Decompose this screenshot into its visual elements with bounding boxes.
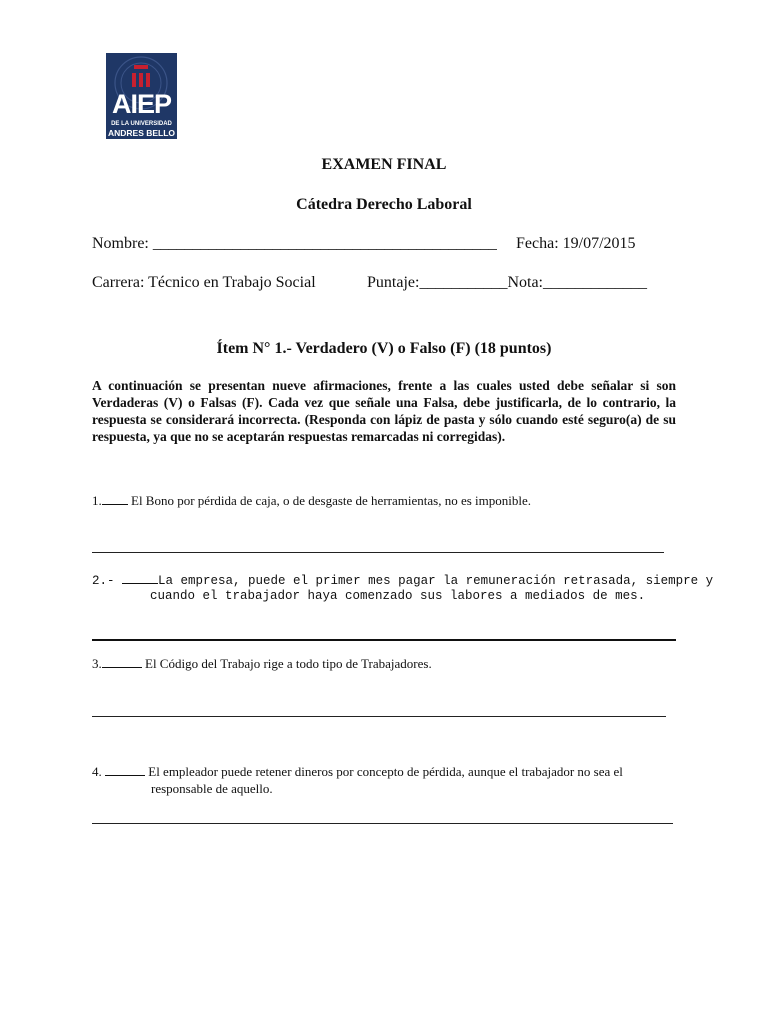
logo-brand: AIEP [111,89,172,119]
score-grade-field: Puntaje:___________Nota:_____________ [367,274,647,291]
answer-blank [122,571,158,584]
question-1 [92,492,531,509]
item-heading: Ítem N° 1.- Verdadero (V) o Falso (F) (18 puntos) [216,340,552,357]
answer-line [92,823,673,824]
question-text: El Código del Trabajo rige a todo tipo de Trabajadores. [145,656,432,671]
logo-subtitle-2: ANDRES BELLO [107,128,176,138]
question-text: El Bono por pérdida de caja, o de desgaste de herramientas, no es imponible. [131,493,531,508]
question-2-continuation: cuando el trabajador haya comenzado sus labores a mediados de mes. [150,589,646,603]
aiep-logo [106,53,177,139]
question-3 [92,655,432,672]
question-text: El empleador puede retener dineros por concepto de pérdida, aunque el trabajador no sea el [148,764,623,779]
question-4 [92,763,623,780]
question-number: 2.- [92,574,115,588]
answer-blank [105,763,145,776]
question-text: La empresa, puede el primer mes pagar la remuneración retrasada, siempre y [158,574,714,588]
logo-subtitle-1: DE LA UNIVERSIDAD [111,121,172,127]
answer-line [92,552,664,553]
question-number: 1. [92,493,102,508]
career-field: Carrera: Técnico en Trabajo Social [92,274,316,291]
answer-line [92,639,676,641]
answer-blank [102,655,142,668]
answer-line [92,716,666,717]
question-number: 3. [92,656,102,671]
answer-blank [102,492,128,505]
date-field: Fecha: 19/07/2015 [516,235,636,252]
question-4-continuation: responsable de aquello. [151,781,273,796]
course-name: Cátedra Derecho Laboral [296,196,472,213]
exam-title: EXAMEN FINAL [321,156,447,173]
name-field: Nombre: ___________________________________________ [92,235,497,252]
instructions-paragraph: A continuación se presentan nueve afirmaciones, frente a las cuales usted debe señalar si son Verdaderas (V) o Falsas (F). Cada vez que señale una Falsa, debe justificarla, de lo contrario, la respuesta se considerará incorrecta. (Responda con lápiz de pasta y sólo cuando esté seguro(a) de su respuesta, ya que no se aceptarán respuestas remarcadas ni corregidas). [92,378,676,444]
question-number: 4. [92,764,102,779]
